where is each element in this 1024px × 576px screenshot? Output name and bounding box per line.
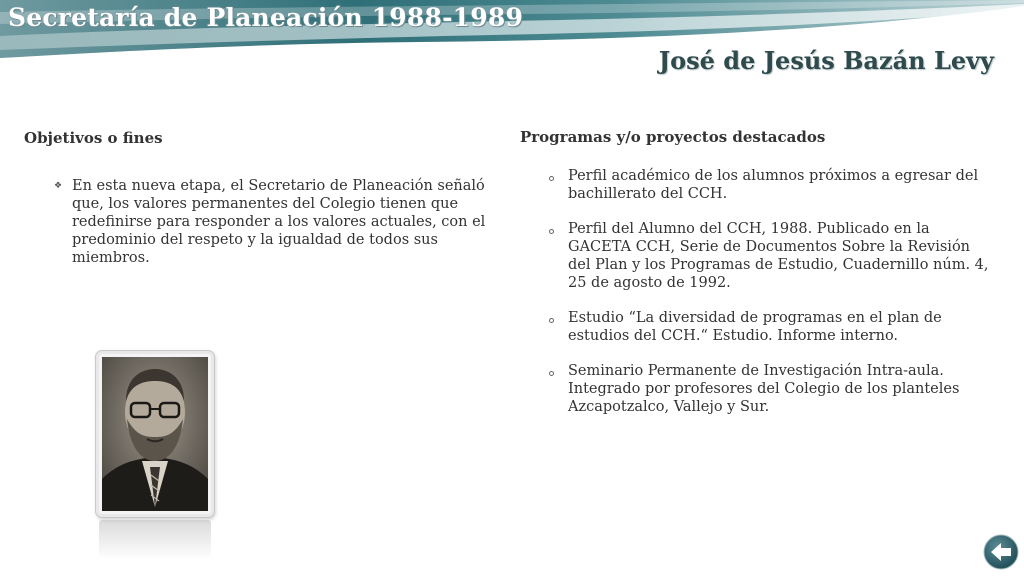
portrait-image xyxy=(102,357,208,511)
objectives-list xyxy=(54,177,504,267)
diamond-bullet-icon: ❖ xyxy=(54,181,63,191)
portrait-reflection xyxy=(99,520,211,560)
list-item xyxy=(546,309,996,345)
program-text: Perfil académico de los alumnos próximos a egresar del bachillerato del CCH. xyxy=(568,168,979,202)
portrait-photo xyxy=(96,351,214,517)
circle-bullet-icon xyxy=(549,318,554,323)
back-arrow-icon xyxy=(983,534,1019,570)
list-item xyxy=(546,220,996,292)
circle-bullet-icon xyxy=(549,176,554,181)
list-item xyxy=(54,177,504,267)
back-button[interactable] xyxy=(983,534,1019,570)
program-text: Seminario Permanente de Investigación Intra-aula. Integrado por profesores del Colegio de los planteles Azcapotzalco, Vallejo y Sur. xyxy=(568,363,960,415)
objective-text: En esta nueva etapa, el Secretario de Planeación señaló que, los valores permanentes del Colegio tienen que redefinirse para responder a los valores actuales, con el predominio del respeto y la igualdad de todos sus miembros. xyxy=(72,178,486,266)
slide-title: Secretaría de Planeación 1988-1989 xyxy=(8,3,524,32)
programs-list xyxy=(546,167,996,433)
circle-bullet-icon xyxy=(549,371,554,376)
list-item xyxy=(546,167,996,203)
circle-bullet-icon xyxy=(549,229,554,234)
objectives-heading: Objetivos o fines xyxy=(24,129,163,147)
programs-heading: Programas y/o proyectos destacados xyxy=(520,128,826,146)
program-text: Estudio “La diversidad de programas en el plan de estudios del CCH.“ Estudio. Informe interno. xyxy=(568,310,942,344)
person-name-heading: José de Jesús Bazán Levy xyxy=(658,46,994,75)
list-item xyxy=(546,362,996,416)
program-text: Perfil del Alumno del CCH, 1988. Publicado en la GACETA CCH, Serie de Documentos Sobre la Revisión del Plan y los Programas de Estudio, Cuadernillo núm. 4, 25 de agosto de 1992. xyxy=(568,221,989,291)
